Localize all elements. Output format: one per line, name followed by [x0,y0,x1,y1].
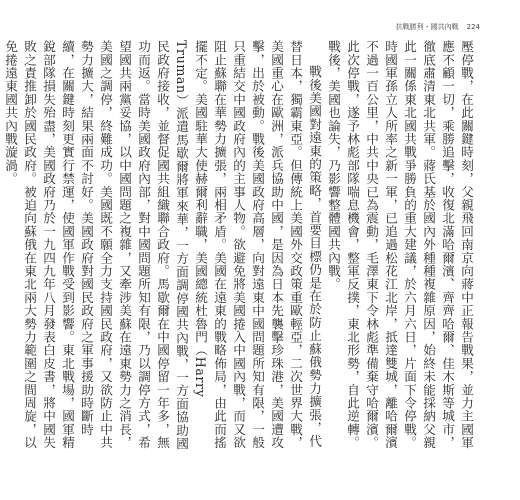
paragraph: 戰後美國對遠東的策略，首要目標仍是在於防止蘇俄勢力擴張，代替日本，獨霸東亞。但傳統上美國外交政策重歐輕亞，二次世界大戰，美國重心在歐洲，派兵協助中國，是因為日本先襲擊珍珠港，美國遭攻擊，出於被動。戰後美國政府高層，向對遠東中國問題所知有限，一般只重結交中國政府內的主事人物。欲避免將美國捲入中國內戰，而又欲阻止蘇聯在華勢力擴張，兩相矛盾。美國在遠東的戰略佈局，由此而搖擺不定。美國駐華大使赫爾利辭職，美國總統杜魯門（Harry Truman）派遣馬歇爾將軍來華，一方面調停國共內戰，一方面協助國民政府接收，並督促國共組織聯合政府。馬歇爾在中國停留一年多，無功而返。當時美國政府內部，對中國問題所知有限，乃以調停方式，希望國共兩黨妥協，以中國問題之複雜，又牽涉美蘇在遠東勢力之消長，美國之調停，終難成功。美國既不願全力支持國民政府，又欲防止中共勢力擴大，結果兩面不討好。美國政府對國民政府之軍事援助時斷時續，在關鍵時刻更實行禁運，使國軍作戰受到影響。東北戰場，國軍精銳部隊損失殆盡，美國政府乃於一九四九年八月發表白皮書，將中國失敗之責推卸於國民政府。被迫向蘇俄在東北兩大勢力範圍之間周旋，以免捲遠東國共內戰漩渦。 [3,40,322,451]
page-number: 224 [466,23,480,31]
paragraph: 壓停戰，在此關鍵時刻，父親飛回南京向蔣中正報告戰果，並力主國軍應不顧一切，乘勝追擊，收復北滿哈爾濱、齊齊哈爾、佳木斯等城市，徹底肅清東北共軍。蔣氏基於國內外種種複雜原因，始終未能採納父親此一關係東北國共戰爭勝負的重大建議，於六月六日，片面下令停戰。時國軍孫立人所率之新一軍，已追過松花江北岸，抵達雙城，離哈爾濱不過一百公里，中共中央已為震動，毛澤東下令林彪準備棄守哈爾濱。此次停戰，遂予林彪部隊喘息機會，整軍反撲，東北形勢，自此逆轉。戰後，美國也論失，乃影響整體國共內戰。 [326,40,474,450]
body-text [3,40,476,460]
running-title: 抗戰勝利・國共內戰 [395,23,459,31]
page-header [396,22,480,32]
